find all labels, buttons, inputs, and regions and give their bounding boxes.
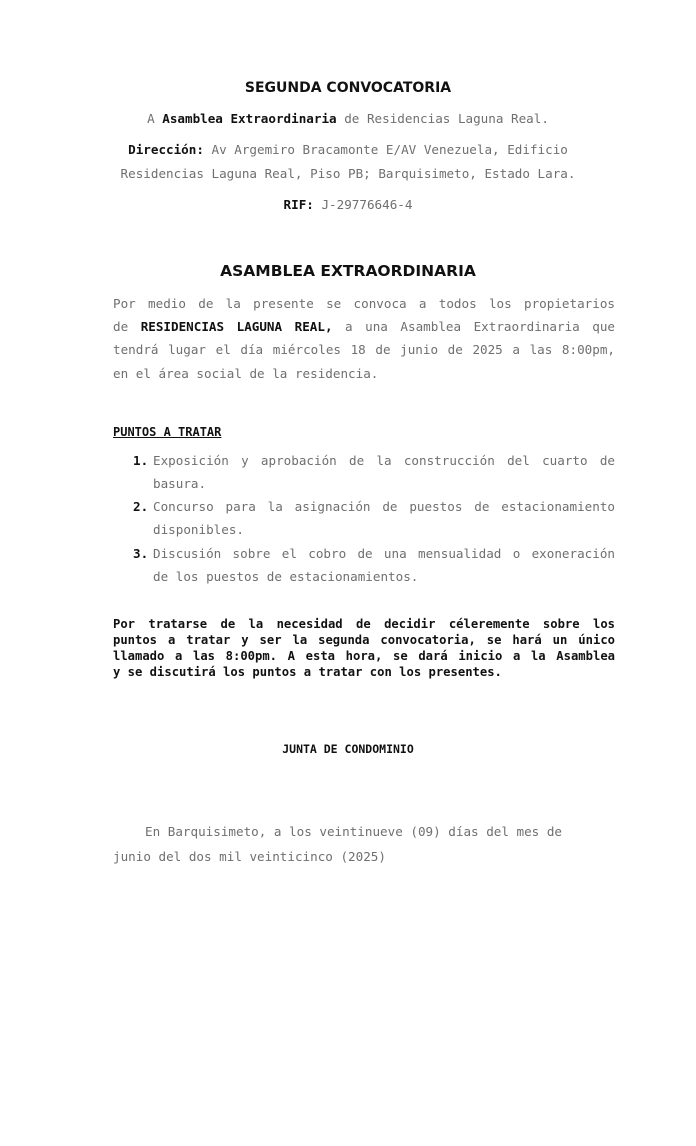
notice-line-4: y se discutirá los puntos a tratar con los presentes. [113, 665, 502, 679]
address-line-1 [0, 142, 696, 157]
notice-line-1: Por tratarse de la necesidad de decidir céleremente sobre los [113, 617, 615, 631]
section-title: ASAMBLEA EXTRAORDINARIA [220, 262, 476, 280]
point-2-number: 2. [133, 499, 149, 514]
point-1-line-2: basura. [153, 476, 207, 491]
convocation-bold: Asamblea Extraordinaria [162, 111, 337, 126]
convocation-line [0, 111, 696, 126]
closing-line-2: junio del dos mil veinticinco (2025) [113, 849, 386, 864]
point-3-line-2: de los puestos de estacionamientos. [153, 569, 419, 584]
point-2-line-2: disponibles. [153, 522, 244, 537]
notice-line-3: llamado a las 8:00pm. A esta hora, se dará inicio a la Asamblea [113, 649, 615, 663]
point-2-line-1: Concurso para la asignación de puestos de estacionamiento [153, 499, 615, 514]
intro-line-2 [113, 319, 615, 334]
point-3-number: 3. [133, 546, 149, 561]
convocation-suffix: de Residencias Laguna Real. [336, 111, 549, 126]
closing-line-1: En Barquisimeto, a los veintinueve (09) días del mes de [145, 824, 563, 839]
intro-line-4: en el área social de la residencia. [113, 366, 379, 381]
intro-line-1: Por medio de la presente se convoca a todos los propietarios [113, 296, 615, 311]
points-heading: PUNTOS A TRATAR [113, 425, 222, 439]
intro-prefix: de [113, 319, 141, 334]
intro-line-3: tendrá lugar el día miércoles 18 de junio de 2025 a las 8:00pm, [113, 342, 615, 357]
point-1-line-1: Exposición y aprobación de la construcción del cuarto de [153, 453, 615, 468]
convocation-prefix: A [147, 111, 163, 126]
point-1-number: 1. [133, 453, 149, 468]
notice-line-2: puntos a tratar y ser la segunda convocatoria, se hará un único [113, 633, 615, 647]
rif-label: RIF: [283, 197, 314, 212]
rif-line [0, 197, 696, 212]
address-value-1: Av Argemiro Bracamonte E/AV Venezuela, Edificio [203, 142, 568, 157]
point-3-line-1: Discusión sobre el cobro de una mensualidad o exoneración [153, 546, 615, 561]
residence-name: RESIDENCIAS LAGUNA REAL, [140, 319, 333, 334]
page-title: SEGUNDA CONVOCATORIA [244, 80, 452, 96]
address-line-2: Residencias Laguna Real, Piso PB; Barquisimeto, Estado Lara. [120, 166, 576, 181]
rif-value: J-29776646-4 [313, 197, 413, 212]
intro-suffix: a una Asamblea Extraordinaria que [332, 319, 615, 334]
board-signature: JUNTA DE CONDOMINIO [282, 742, 414, 756]
address-label: Dirección: [128, 142, 204, 157]
